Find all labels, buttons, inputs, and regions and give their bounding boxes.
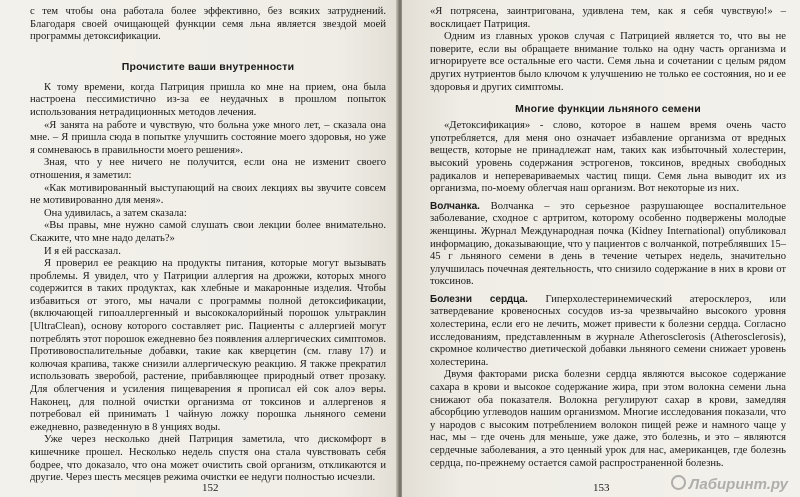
section-heading-cleanse: Прочистите ваши внутренности bbox=[121, 60, 295, 73]
body-paragraph: Одним из главных уроков случая с Патрицией является то, что вы не поверите, если вы обращаете внимание только на одну часть организма и игнорируете все остальные его части. Семя льна и сочетании с целым рядом других нутриентов было ключом к улучшению не только ее состояния, но и ее здоровья и других симптомы. bbox=[430, 31, 786, 93]
body-paragraph: Уже через несколько дней Патриция заметила, что дискомфорт в кишечнике прошел. Несколько недель спустя она стала чувствовать себя бодрее, что доказало, что она может очистить свой организм, откликаются и другие. Через шесть месяцев режима очистки ее недуги полностью исчезли. bbox=[30, 434, 386, 484]
heart-paragraph bbox=[430, 294, 786, 370]
right-page bbox=[402, 0, 800, 497]
body-paragraph: К тому времени, когда Патриция пришла ко мне на прием, она была настроена пессимистично из-за ее неудачных в прошлом попыток использования нетрадиционных методов лечения. bbox=[30, 81, 386, 118]
lupus-run-in-heading: Волчанка. bbox=[430, 200, 480, 212]
body-paragraph: Я проверил ее реакцию на продукты питания, которые могут вызывать проблемы. Я увидел, что у Патриции аллергия на дрожжи, которых много содержится в таких продуктах, как хлебные и макаронные изделия. Чтобы избавиться от этого, мы начали с программы полной детоксификации, (включающей гипоаллергенный и высококалорийный порошок ультраклин [UltraClean), основу которого составляет рис. Пациенты с аллергией могут потреблять этот порошок ежедневно без появления аллергических симптомов. Противовоспалительные добавки, такие как кверцетин (см. главу 17) и колючая крапива, также снизили аллергическую реакцию. Я также прекратил использовать зверобой, растение, прибавляющее природный ответ прозаку. Для облегчения и усиления пищеварения я прописал ей сок алоэ веры. Наконец, для полной очистки организма от токсинов и аллергенов я потребовал ей принимать 1 чайную ложку порошка льняного семени ежедневно, разведенную в 8 унциях воды. bbox=[30, 258, 386, 433]
body-paragraph: «Детоксификация» - слово, которое в нашем время очень часто употребляется, для меня оно означает избавление организма от вредных веществ, которые не принадлежат нам, таких как избыточный холестерин, высокий уровень содержания эстрогенов, токсинов, вредных свободных радикалов и неперевариваемых частиц пищи. Семя льна выводит их из организма, по-моему облегчая наш организм. Вот некоторые из них. bbox=[430, 120, 786, 195]
body-paragraph: «Я занята на работе и чувствую, что больна уже много лет, – сказала она мне. – Я пришла сюда в попытке улучшить состояние моего здоровья, но уже я сомневаюсь в правильности моего решения». bbox=[30, 119, 386, 156]
intro-paragraph: с тем чтобы она работала более эффективно, без всяких затруднений. Благодаря своей очищающей функции семя льна является звездой моей программы детоксификации. bbox=[30, 6, 386, 43]
lupus-text: Волчанка – это серьезное разрушающее воспалительное заболевание, сходное с артритом, которому особенно подвержены молодые женщины. Журнал Международная почка (Kidney International) опубликовал информацию, доказывающие, что у пациентов с волчанкой, потреблявших 15–45 г льняного семени в день в течение четырех недель, значительно улучшилась почечная деятельность, что снизило содержание в них в крови от токсинов. bbox=[430, 200, 786, 288]
body-paragraph: Двумя факторами риска болезни сердца являются высокое содержание сахара в крови и высокое содержание жира, при этом волокна семени льна снижают оба показателя. Волокна регулируют сахар в крови, замедляя абсорбцию углеводов нашим организмом. Многие исследования показали, что у народов с высоким потреблением волокон пищей реже и намного чаще у нас, мы – где очень для меньше, уже даже, это болезнь, и это – являются сердечные заболевания, а это ценный урок для нас, американцев, где болезнь сердца, по-прежнему остается самой распространенной болезнь. bbox=[430, 369, 786, 469]
watermark-logo-icon bbox=[671, 475, 686, 490]
body-paragraph: «Вы правы, мне нужно самой слушать свои лекции более внимательно. Скажите, что мне надо делать?» bbox=[30, 220, 386, 244]
left-page bbox=[0, 0, 398, 497]
quote-paragraph: «Я потрясена, заинтригована, удивлена тем, как я себя чувствую!» – восклицает Патриция. bbox=[430, 6, 786, 30]
section-heading-flax: Многие функции льняного семени bbox=[515, 103, 701, 116]
body-paragraph: Она удивилась, а затем сказала: bbox=[44, 207, 187, 219]
watermark-text: Лабиринт.ру bbox=[688, 476, 788, 493]
page-number-left: 152 bbox=[202, 482, 219, 494]
body-paragraph: «Как мотивированный выступающий на своих лекциях вы звучите совсем не мотивированно для меня». bbox=[30, 182, 386, 207]
lupus-paragraph bbox=[430, 201, 786, 289]
heart-text: Гиперхолестеринемический атеросклероз, или затвердевание кровеносных сосудов из-за чрезвычайно высокого уровня холестерина, если его не лечить, может привести к болезни сердца. Согласно исследованиям, представленным в журнале Atherosclerosis (Atherosclerosis), скромное количество диетической добавки льняного семени снижает уровень холестерина. bbox=[430, 293, 786, 368]
heart-run-in-heading: Болезни сердца. bbox=[430, 293, 528, 305]
watermark bbox=[671, 475, 788, 493]
body-paragraph: Зная, что у нее ничего не получится, если она не изменит своего отношения, я заметил: bbox=[30, 157, 386, 181]
page-number-right: 153 bbox=[593, 482, 610, 494]
body-paragraph: И я ей рассказал. bbox=[44, 245, 121, 257]
